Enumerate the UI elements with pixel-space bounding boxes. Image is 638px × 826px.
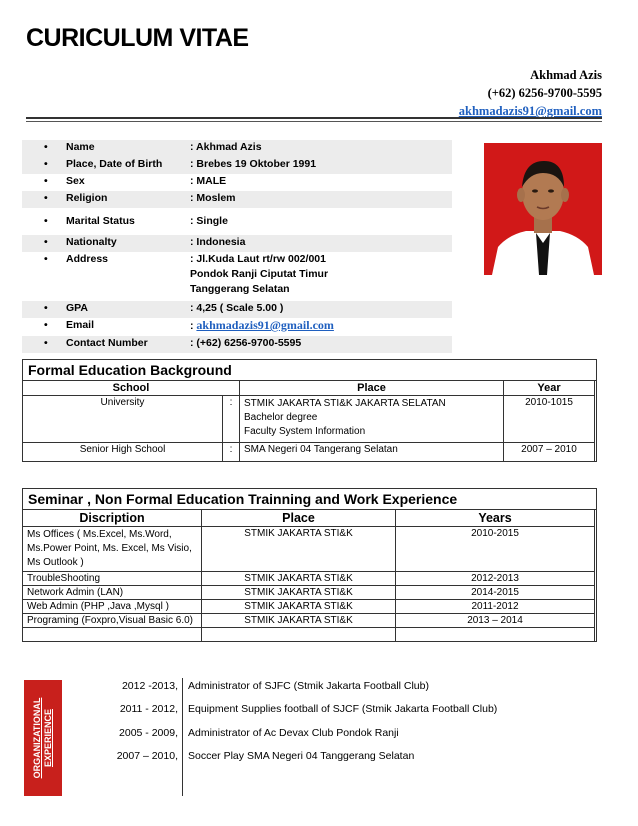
bullet-icon: • (44, 141, 48, 153)
table-row: Senior High School : SMA Negeri 04 Tangerang Selatan 2007 – 2010 (23, 443, 595, 462)
info-email-link[interactable]: akhmadazis91@gmail.com (196, 318, 334, 332)
seminar-title: Seminar , Non Formal Education Trainning and Work Experience (23, 489, 596, 510)
seminar-section (22, 488, 597, 642)
bullet-icon: • (44, 319, 48, 331)
organizational-label: ORGANIZATIONAL EXPERIENCE (32, 697, 53, 779)
info-row-marital: • Marital Status : Single (44, 215, 228, 227)
page-title: CURICULUM VITAE (26, 24, 249, 52)
bullet-icon: • (44, 175, 48, 187)
education-table (22, 380, 595, 462)
contact-block (459, 66, 602, 120)
table-row: University : STMIK JAKARTA STI&K JAKARTA SELATAN Bachelor degree Faculty System Information 2010-1015 (23, 396, 595, 443)
header-divider (26, 117, 602, 119)
contact-phone: (+62) 6256-9700-5595 (487, 86, 602, 100)
education-title: Formal Education Background (23, 360, 596, 381)
profile-photo-art (484, 143, 602, 275)
profile-photo (484, 143, 602, 275)
education-header-year: Year (503, 381, 594, 396)
education-section (22, 359, 597, 462)
organizational-divider (182, 678, 183, 796)
seminar-header-description: Discription (23, 510, 202, 527)
seminar-header-place: Place (202, 510, 396, 527)
bullet-icon: • (44, 158, 48, 170)
info-row-address: • Address : Jl.Kuda Laut rt/rw 002/001 Pondok Ranji Ciputat Timur Tanggerang Selatan (44, 253, 329, 295)
bullet-icon: • (44, 236, 48, 248)
info-row-birth: • Place, Date of Birth : Brebes 19 Oktober 1991 (22, 157, 452, 174)
bullet-icon: • (44, 192, 48, 204)
bullet-icon: • (44, 337, 48, 349)
education-header-school: School (23, 381, 240, 396)
bullet-icon: • (44, 215, 48, 227)
info-row-contact: • Contact Number : (+62) 6256-9700-5595 (22, 336, 452, 353)
seminar-header-years: Years (396, 510, 595, 527)
personal-info-list (22, 140, 452, 353)
table-row: Programing (Foxpro,Visual Basic 6.0) STMIK JAKARTA STI&K 2013 – 2014 (23, 614, 595, 628)
contact-email-link[interactable]: akhmadazis91@gmail.com (458, 104, 602, 118)
table-row: Network Admin (LAN) STMIK JAKARTA STI&K 2014-2015 (23, 586, 595, 600)
info-row-sex: • Sex : MALE (44, 175, 227, 187)
table-row: TroubleShooting STMIK JAKARTA STI&K 2012-2013 (23, 572, 595, 586)
info-row-email: • Email : akhmadazis91@gmail.com (44, 318, 334, 332)
bullet-icon: • (44, 302, 48, 314)
bullet-icon: • (44, 253, 48, 265)
table-row: Ms Offices ( Ms.Excel, Ms.Word, Ms.Power Point, Ms. Excel, Ms Visio, Ms Outlook ) STMIK JAKARTA STI&K 2010-2015 (23, 527, 595, 572)
education-header-place: Place (239, 381, 503, 396)
table-row (23, 628, 595, 642)
header-divider-thin (26, 121, 602, 122)
info-row-gpa: • GPA : 4,25 ( Scale 5.00 ) (22, 301, 452, 318)
table-row: Web Admin (PHP ,Java ,Mysql ) STMIK JAKARTA STI&K 2011-2012 (23, 600, 595, 614)
seminar-table (22, 509, 595, 642)
info-row-nationality: • Nationalty : Indonesia (22, 235, 452, 252)
contact-name: Akhmad Azis (530, 68, 602, 82)
info-row-religion: • Religion : Moslem (22, 191, 452, 208)
info-row-name: • Name : Akhmad Azis (22, 140, 452, 157)
